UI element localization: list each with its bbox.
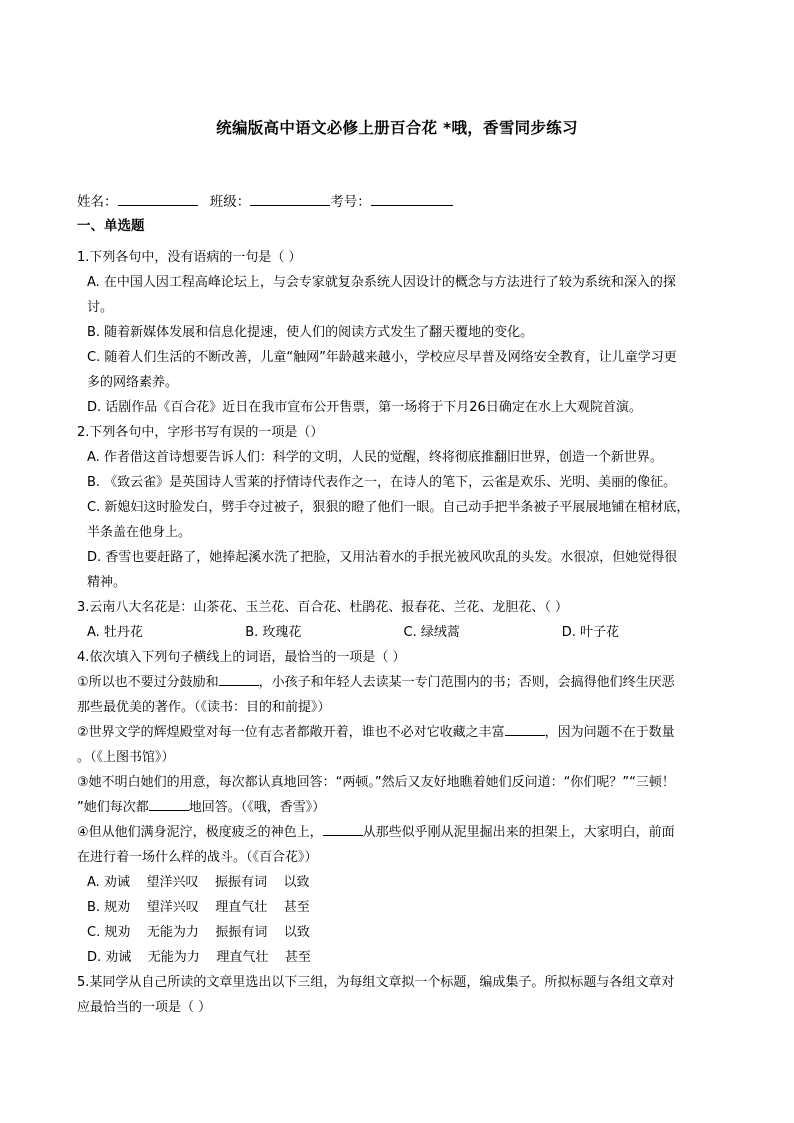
question-1-stem: 1.下列各句中，没有语病的一句是（ ） — [77, 250, 302, 265]
question-4-option-c: C. 规劝 无能为力 振振有词 以致 — [87, 925, 310, 940]
fill-blank — [149, 798, 189, 811]
question-3-options — [77, 620, 720, 645]
question-4-sentence-4: ④但从他们满身泥泞，极度疲乏的神色上， 从那些似乎刚从泥里掘出来的担架上，大家明白，前面 — [77, 825, 675, 840]
section-heading: 一、单选题 — [77, 218, 145, 234]
question-1-option-b: B. 随着新媒体发展和信息化提速，使人们的阅读方式发生了翻天覆地的变化。 — [87, 325, 534, 340]
exam-label: 考号： — [330, 194, 371, 210]
question-4-option-d: D. 劝诫 无能为力 理直气壮 甚至 — [87, 950, 311, 965]
question-2-option-d-cont: 精神。 — [87, 575, 127, 590]
question-3-option-a: A. 牡丹花 — [87, 625, 143, 640]
question-4-option-b: B. 规劝 望洋兴叹 理直气壮 甚至 — [87, 900, 310, 915]
question-1-option-c: C. 随着人们生活的不断改善，儿童“触网”年龄越来越小，学校应尽早普及网络安全教育，让儿童学习更 — [87, 350, 677, 365]
question-4-sentence-2: ②世界文学的辉煌殿堂对每一位有志者都敞开着，谁也不必对它收藏之丰富 ，因为问题不在于数量 — [77, 725, 675, 740]
question-5-stem-cont: 应最恰当的一项是（ ） — [77, 1000, 212, 1015]
question-1-option-c-cont: 多的网络素养。 — [87, 375, 179, 390]
class-blank[interactable] — [250, 191, 330, 206]
question-2-option-a: A. 作者借这首诗想要告诉人们：科学的文明，人民的觉醒，终将彻底推翻旧世界，创造一个新世界。 — [87, 450, 663, 465]
question-list — [77, 245, 720, 1020]
class-label: 班级： — [209, 194, 251, 210]
question-3-stem: 3.云南八大名花是：山茶花、玉兰花、百合花、杜鹃花、报春花、兰花、龙胆花、（ ） — [77, 600, 569, 615]
question-1-option-d: D. 话剧作品《百合花》近日在我市宣布公开售票，第一场将于下月26日确定在水上大观院首演。 — [87, 400, 642, 415]
question-2-option-d: D. 香雪也要赶路了，她捧起溪水洗了把脸，又用沾着水的手抿光被风吹乱的头发。水很凉，但她觉得很 — [87, 550, 678, 565]
fill-blank — [219, 673, 259, 686]
question-4-sentence-2-cont: 。（《上图书馆》） — [77, 750, 175, 765]
question-1-option-a-cont: 讨。 — [87, 300, 114, 315]
question-4-option-a: A. 劝诫 望洋兴叹 振振有词 以致 — [87, 875, 310, 890]
question-2-stem: 2.下列各句中，字形书写有误的一项是（） — [77, 425, 324, 440]
question-3-option-c: C. 绿绒蒿 — [403, 625, 460, 640]
question-4-sentence-3: ③她不明白她们的用意，每次都认真地回答：“两顿。”然后又友好地瞧着她们反问道：“你们呢？”“三顿！ — [77, 775, 675, 790]
exam-number-blank[interactable] — [371, 191, 453, 206]
fill-blank — [323, 823, 363, 836]
question-5-stem: 5.某同学从自己所读的文章里选出以下三组，为每组文章拟一个标题，编成集子。所拟标题与各组文章对 — [77, 975, 675, 990]
question-1-option-a: A. 在中国人因工程高峰论坛上，与会专家就复杂系统人因设计的概念与方法进行了较为系统和深入的探 — [87, 275, 676, 290]
fill-blank — [505, 723, 545, 736]
question-4-stem: 4.依次填入下列句子横线上的词语，最恰当的一项是（ ） — [77, 650, 406, 665]
student-info-line — [77, 190, 453, 210]
question-3-option-d: D. 叶子花 — [561, 625, 620, 640]
question-2-option-c-cont: 半条盖在他身上。 — [87, 525, 192, 540]
question-4-sentence-4-cont: 在进行着一场什么样的战斗。（《百合花》） — [77, 850, 318, 865]
question-2-option-b: B. 《致云雀》是英国诗人雪莱的抒情诗代表作之一，在诗人的笔下，云雀是欢乐、光明、美丽的像征。 — [87, 475, 677, 490]
question-4-sentence-1: ①所以也不要过分鼓励和 ，小孩子和年轻人去读某一专门范围内的书；否则，会搞得他们终生厌恶 — [77, 675, 675, 690]
question-3-option-b: B. 玫瑰花 — [245, 625, 302, 640]
page-title: 统编版高中语文必修上册百合花 *哦，香雪同步练习 — [216, 119, 578, 137]
question-4-sentence-1-cont: 那些最优美的著作。（《读书：目的和前提》） — [77, 700, 331, 715]
name-blank[interactable] — [118, 191, 198, 206]
question-2-option-c: C. 新媳妇这时脸发白，劈手夺过被子，狠狠的瞪了他们一眼。自己动手把半条被子平展展地铺在棺材底， — [87, 500, 690, 515]
question-4-sentence-3-cont: ”她们每次都 地回答。（《哦，香雪》） — [77, 800, 326, 815]
name-label: 姓名： — [77, 194, 118, 210]
